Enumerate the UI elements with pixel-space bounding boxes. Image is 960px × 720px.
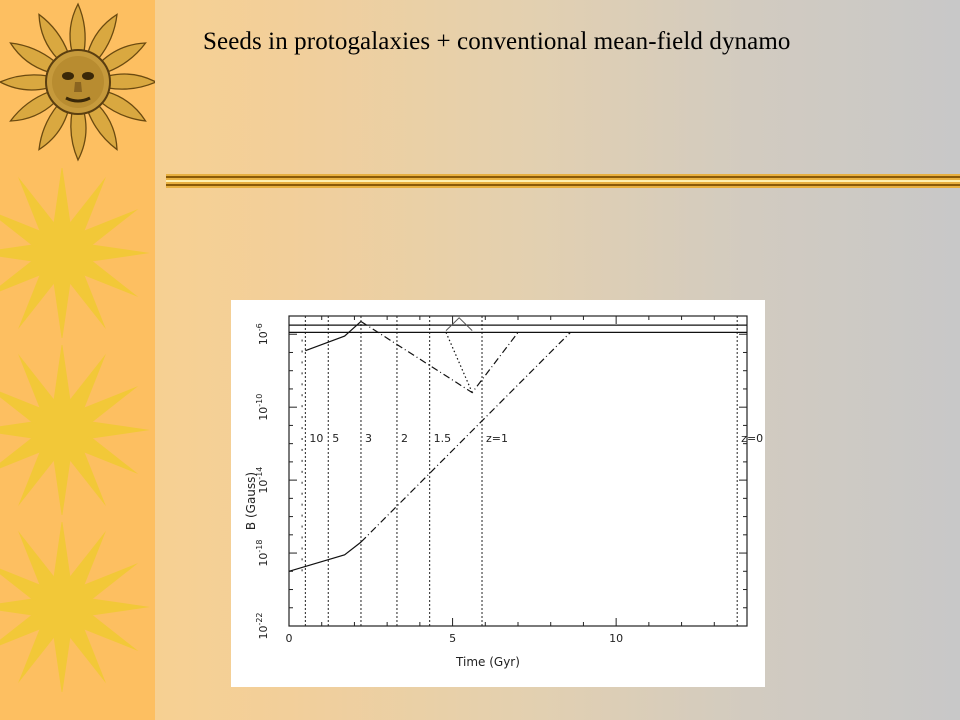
redshift-label: 2 (400, 431, 408, 445)
redshift-label: z=1 (486, 431, 509, 445)
x-tick-label: 5 (449, 632, 457, 645)
y-tick-label: $10^{-6}$ (255, 323, 270, 346)
y-tick-label: $10^{-18}$ (255, 539, 270, 567)
magnetic-field-chart (231, 300, 765, 687)
series-line-3 (289, 542, 361, 571)
y-axis-label: B (Gauss) (244, 471, 258, 531)
x-tick-label: 10 (609, 632, 624, 645)
y-tick-label: $10^{-14}$ (255, 466, 270, 494)
title-rule (166, 174, 960, 188)
sun-face-icon (0, 0, 155, 165)
redshift-label: 3 (364, 431, 372, 445)
series-line-5 (446, 318, 472, 331)
redshift-label: z=0 (741, 431, 764, 445)
sun-icon (0, 168, 155, 338)
x-axis-label: Time (Gyr) (456, 655, 520, 669)
sun-icon (0, 522, 155, 692)
sun-icon (0, 345, 155, 515)
redshift-label: 1.5 (433, 431, 452, 445)
redshift-label: 5 (332, 431, 340, 445)
plot-frame (289, 316, 747, 626)
sun-rays (0, 4, 155, 160)
figure-panel (231, 300, 765, 687)
redshift-label: 10 (309, 431, 324, 445)
slide-title: Seeds in protogalaxies + conventional mean-field dynamo (203, 28, 791, 55)
y-tick-label: $10^{-10}$ (255, 393, 270, 421)
x-tick-label: 0 (285, 632, 293, 645)
series-line-4 (361, 332, 570, 542)
y-tick-label: $10^{-22}$ (255, 612, 270, 640)
series-line-0 (305, 321, 361, 350)
